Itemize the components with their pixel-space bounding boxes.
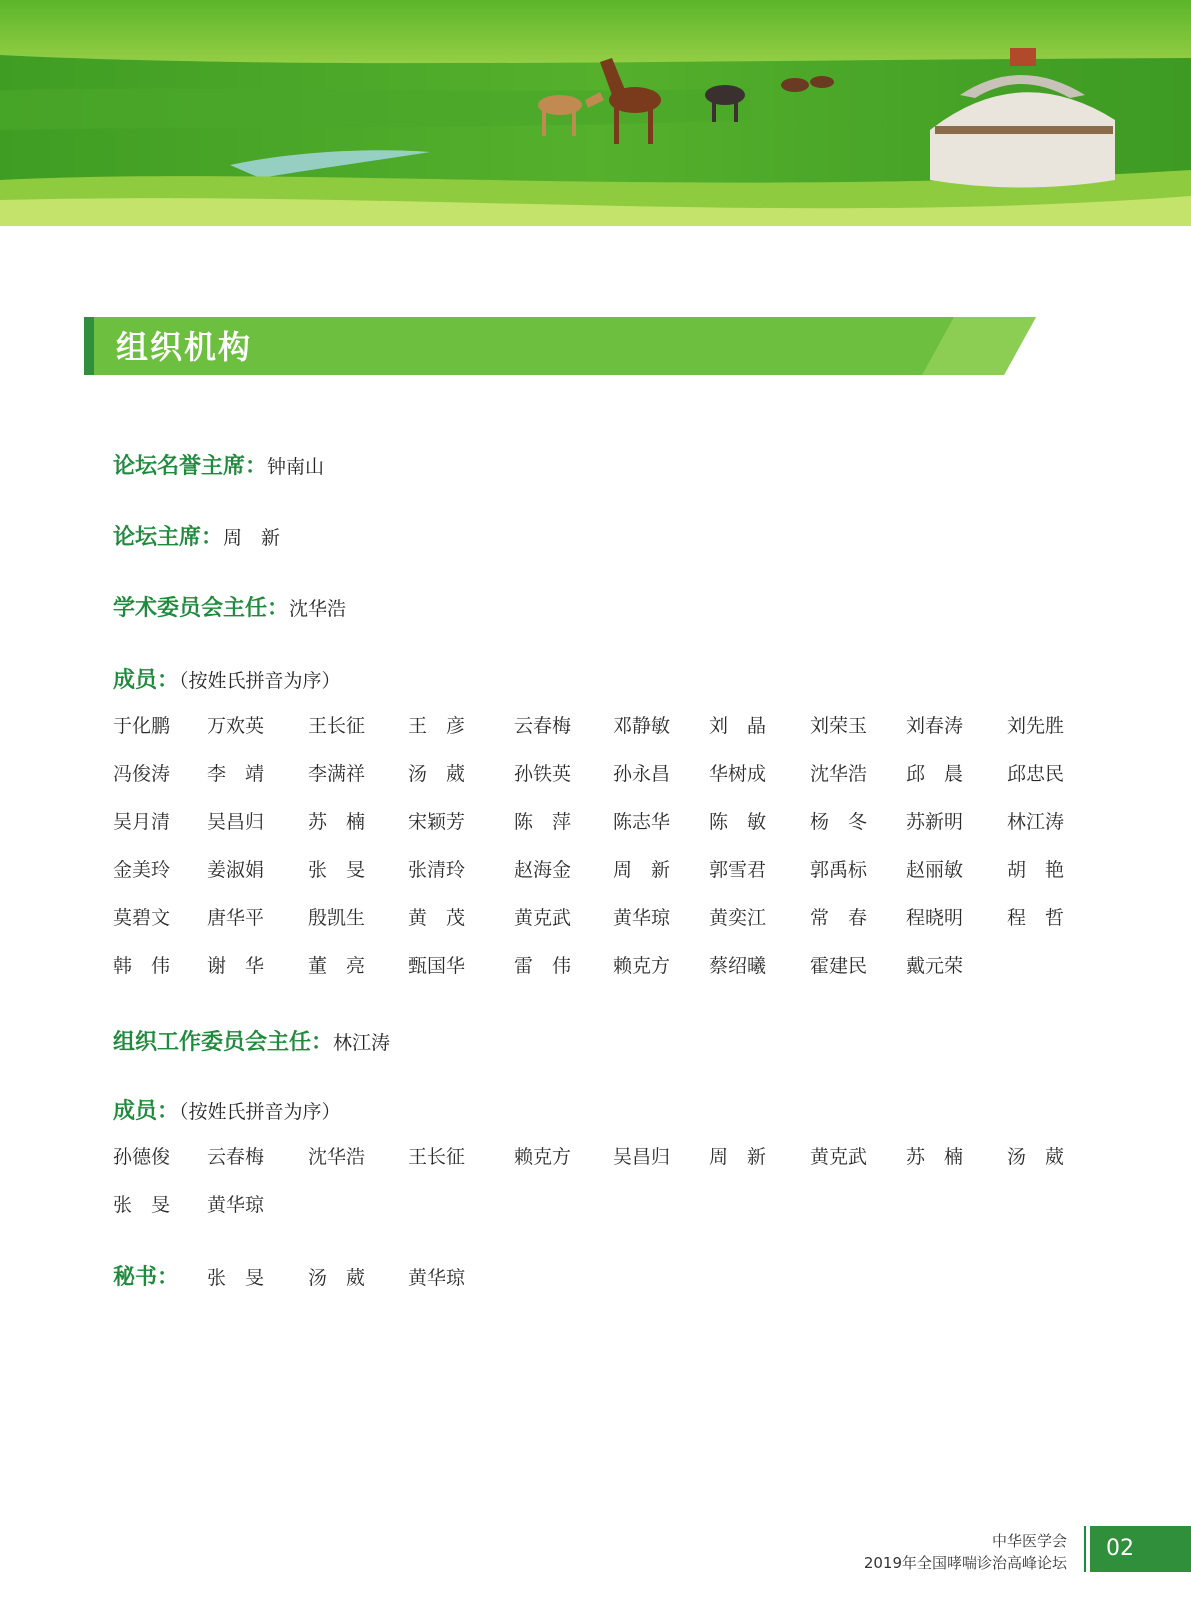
member-name: 黄华琼 xyxy=(408,1267,466,1289)
member-name: 谢 华 xyxy=(207,955,265,977)
forum-chair-value: 周 新 xyxy=(223,527,281,549)
member-name: 蔡绍曦 xyxy=(709,955,767,977)
page-number: 02 xyxy=(1090,1526,1191,1572)
org-chair-row xyxy=(113,1027,390,1059)
member-name: 刘先胜 xyxy=(1007,715,1065,737)
honorary-chair-row xyxy=(113,451,324,483)
org-members-label: 成员： xyxy=(113,1099,180,1124)
member-name: 周 新 xyxy=(709,1146,767,1168)
member-name: 雷 伟 xyxy=(514,955,572,977)
member-name: 汤 葳 xyxy=(408,763,466,785)
member-name: 王长征 xyxy=(408,1146,466,1168)
forum-chair-label: 论坛主席： xyxy=(113,525,224,550)
member-name: 戴元荣 xyxy=(906,955,964,977)
member-name: 唐华平 xyxy=(207,907,265,929)
member-name: 赵海金 xyxy=(514,859,572,881)
secretary-label: 秘书： xyxy=(113,1265,180,1290)
member-name: 陈 萍 xyxy=(514,811,572,833)
footer-event: 2019年全国哮喘诊治高峰论坛 xyxy=(863,1554,1067,1572)
academic-members-label: 成员： xyxy=(113,668,180,693)
member-name: 万欢英 xyxy=(207,715,265,737)
footer-divider xyxy=(1084,1526,1086,1572)
member-name: 吴昌归 xyxy=(613,1146,671,1168)
member-name: 常 春 xyxy=(810,907,868,929)
academic-chair-row xyxy=(113,593,346,625)
member-name: 赵丽敏 xyxy=(906,859,964,881)
member-name: 吴月清 xyxy=(113,811,171,833)
member-name: 甄国华 xyxy=(408,955,466,977)
member-name: 李满祥 xyxy=(308,763,366,785)
member-name: 汤 葳 xyxy=(308,1267,366,1289)
member-name: 李 靖 xyxy=(207,763,265,785)
member-name: 陈志华 xyxy=(613,811,671,833)
grassland-landscape-illustration xyxy=(0,0,1191,226)
header-banner-image xyxy=(0,0,1191,226)
academic-members-note: （按姓氏拼音为序） xyxy=(179,670,341,692)
member-name: 苏 楠 xyxy=(308,811,366,833)
section-title: 组织机构 xyxy=(116,328,253,366)
member-name: 苏 楠 xyxy=(906,1146,964,1168)
member-name: 孙永昌 xyxy=(613,763,671,785)
member-name: 黄克武 xyxy=(514,907,572,929)
member-name: 云春梅 xyxy=(514,715,572,737)
member-name: 霍建民 xyxy=(810,955,868,977)
member-name: 沈华浩 xyxy=(308,1146,366,1168)
org-members-note: （按姓氏拼音为序） xyxy=(179,1101,341,1123)
member-name: 董 亮 xyxy=(308,955,366,977)
member-name: 莫碧文 xyxy=(113,907,171,929)
org-chair-label: 组织工作委员会主任： xyxy=(113,1030,334,1055)
member-name: 郭禹标 xyxy=(810,859,868,881)
member-name: 张 旻 xyxy=(113,1194,171,1216)
honorary-chair-label: 论坛名誉主席： xyxy=(113,454,268,479)
member-name: 吴昌归 xyxy=(207,811,265,833)
member-name: 刘 晶 xyxy=(709,715,767,737)
member-name: 苏新明 xyxy=(906,811,964,833)
member-name: 杨 冬 xyxy=(810,811,868,833)
member-name: 华树成 xyxy=(709,763,767,785)
member-name: 云春梅 xyxy=(207,1146,265,1168)
member-name: 郭雪君 xyxy=(709,859,767,881)
member-name: 宋颖芳 xyxy=(408,811,466,833)
member-name: 胡 艳 xyxy=(1007,859,1065,881)
member-name: 冯俊涛 xyxy=(113,763,171,785)
member-name: 邱忠民 xyxy=(1007,763,1065,785)
member-name: 金美玲 xyxy=(113,859,171,881)
member-name: 黄克武 xyxy=(810,1146,868,1168)
member-name: 赖克方 xyxy=(613,955,671,977)
member-name: 黄奕江 xyxy=(709,907,767,929)
member-name: 姜淑娟 xyxy=(207,859,265,881)
honorary-chair-value: 钟南山 xyxy=(267,456,325,478)
academic-chair-value: 沈华浩 xyxy=(289,598,347,620)
member-name: 黄华琼 xyxy=(207,1194,265,1216)
member-name: 邱 晨 xyxy=(906,763,964,785)
member-name: 孙德俊 xyxy=(113,1146,171,1168)
member-name: 殷凯生 xyxy=(308,907,366,929)
member-name: 程 哲 xyxy=(1007,907,1065,929)
forum-chair-row xyxy=(113,522,280,554)
member-name: 刘荣玉 xyxy=(810,715,868,737)
member-name: 汤 葳 xyxy=(1007,1146,1065,1168)
member-name: 张 旻 xyxy=(308,859,366,881)
member-name: 王长征 xyxy=(308,715,366,737)
member-name: 邓静敏 xyxy=(613,715,671,737)
academic-members-heading xyxy=(113,665,341,697)
member-name: 韩 伟 xyxy=(113,955,171,977)
member-name: 程晓明 xyxy=(906,907,964,929)
academic-chair-label: 学术委员会主任： xyxy=(113,596,290,621)
member-name: 黄 茂 xyxy=(408,907,466,929)
member-name: 林江涛 xyxy=(1007,811,1065,833)
member-name: 王 彦 xyxy=(408,715,466,737)
member-name: 张清玲 xyxy=(408,859,466,881)
org-members-heading xyxy=(113,1096,341,1128)
member-name: 张 旻 xyxy=(207,1267,265,1289)
member-name: 于化鹏 xyxy=(113,715,171,737)
member-name: 孙铁英 xyxy=(514,763,572,785)
member-name: 刘春涛 xyxy=(906,715,964,737)
member-name: 黄华琼 xyxy=(613,907,671,929)
footer-org: 中华医学会 xyxy=(991,1532,1067,1550)
member-name: 陈 敏 xyxy=(709,811,767,833)
member-name: 赖克方 xyxy=(514,1146,572,1168)
org-chair-value: 林江涛 xyxy=(333,1032,391,1054)
member-name: 周 新 xyxy=(613,859,671,881)
secretary-row xyxy=(113,1262,179,1294)
member-name: 沈华浩 xyxy=(810,763,868,785)
